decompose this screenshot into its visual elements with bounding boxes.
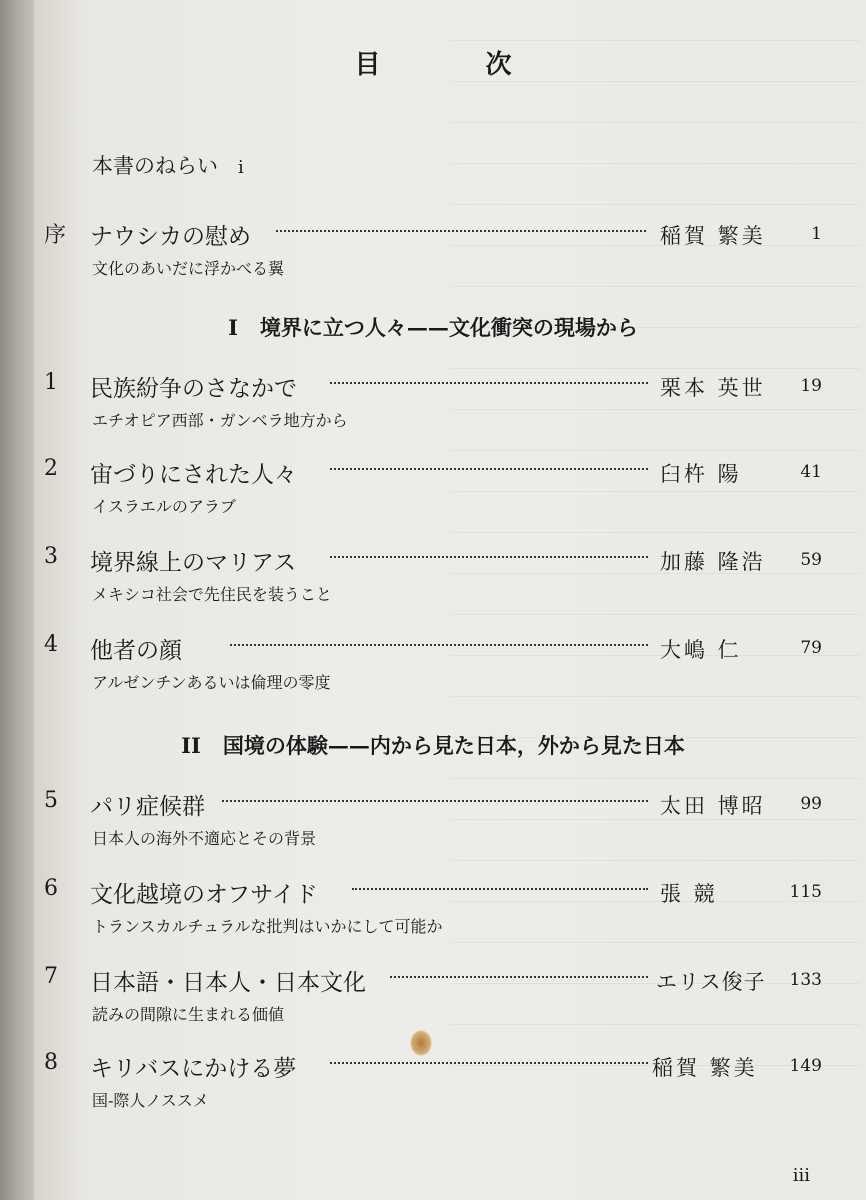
leader-dots [352,888,648,890]
entry-number: 7 [44,964,58,989]
entry-subtitle: トランスカルチュラルな批判はいかにして可能か [92,917,443,936]
entry-number: 2 [44,456,58,481]
entry-title: パリ症候群 [90,794,205,820]
toc-entry-preface[interactable] [0,218,866,278]
leader-dots [222,800,648,802]
entry-number: 序 [44,223,67,248]
leader-dots [330,556,648,558]
entry-author: 栗本 英世 [660,376,766,400]
entry-title: 日本語・日本人・日本文化 [90,970,366,996]
entry-number: 8 [44,1050,58,1075]
entry-author: 大嶋 仁 [660,638,742,662]
toc-entry-chapter[interactable] [0,370,866,430]
entry-author: 加藤 隆浩 [660,550,766,574]
entry-subtitle: 国-際人ノススメ [92,1091,209,1110]
leader-dots [330,382,648,384]
intro-title: 本書のねらい [92,154,218,178]
entry-page: 149 [789,1056,822,1076]
leader-dots [230,644,648,646]
intro-page: i [238,157,244,178]
entry-subtitle: メキシコ社会で先住民を装うこと [92,585,332,604]
entry-number: 1 [44,370,58,395]
entry-author: 稲賀 繁美 [652,1056,758,1080]
toc-entry-chapter[interactable] [0,964,866,1024]
leader-dots [390,976,648,978]
entry-page: 19 [800,376,822,396]
entry-subtitle: イスラエルのアラブ [92,497,236,516]
part-title: 境界に立つ人々——文化衝突の現場から [259,315,638,340]
entry-page: 59 [800,550,822,570]
entry-subtitle: 文化のあいだに浮かべる翼 [92,259,285,278]
entry-title: 宙づりにされた人々 [90,462,297,488]
page-title: 目 次 [354,50,560,80]
entry-subtitle: 日本人の海外不適応とその背景 [92,829,317,848]
entry-title: キリバスにかける夢 [90,1056,297,1082]
entry-page: 79 [800,638,822,658]
entry-number: 6 [44,876,58,901]
part-title: 国境の体験——内から見た日本，外から見た日本 [222,733,685,758]
entry-author: エリス俊子 [656,970,766,994]
intro-entry[interactable] [92,150,244,180]
part-number: II [181,733,201,758]
entry-title: 民族紛争のさなかで [90,376,297,402]
entry-author: 臼杵 陽 [660,462,742,486]
entry-title: 他者の顔 [90,638,182,664]
toc-entry-chapter[interactable] [0,788,866,848]
page-number: iii [792,1165,810,1186]
entry-page: 1 [811,224,822,244]
leader-dots [276,230,646,232]
entry-page: 99 [800,794,822,814]
entry-author: 太田 博昭 [660,794,766,818]
leader-dots [330,1062,648,1064]
entry-subtitle: 読みの間隙に生まれる価値 [92,1005,285,1024]
part-heading-2 [0,730,866,760]
entry-subtitle: アルゼンチンあるいは倫理の零度 [92,673,331,692]
entry-title: 文化越境のオフサイド [90,882,318,908]
paper-stain [410,1030,432,1056]
entry-title: 境界線上のマリアス [90,550,297,576]
entry-page: 133 [789,970,822,990]
entry-author: 張 競 [660,882,718,906]
entry-number: 4 [44,632,58,657]
entry-subtitle: エチオピア西部・ガンベラ地方から [92,411,348,430]
part-heading-1 [0,312,866,342]
entry-title: ナウシカの慰め [90,224,251,250]
toc-entry-chapter[interactable] [0,876,866,936]
entry-number: 5 [44,788,58,813]
entry-author: 稲賀 繁美 [660,224,766,248]
entry-page: 41 [800,462,822,482]
entry-page: 115 [789,882,822,902]
part-number: I [228,315,238,340]
leader-dots [330,468,648,470]
entry-number: 3 [44,544,58,569]
toc-entry-chapter[interactable] [0,456,866,516]
toc-entry-chapter[interactable] [0,632,866,692]
toc-entry-chapter[interactable] [0,1050,866,1110]
toc-entry-chapter[interactable] [0,544,866,604]
